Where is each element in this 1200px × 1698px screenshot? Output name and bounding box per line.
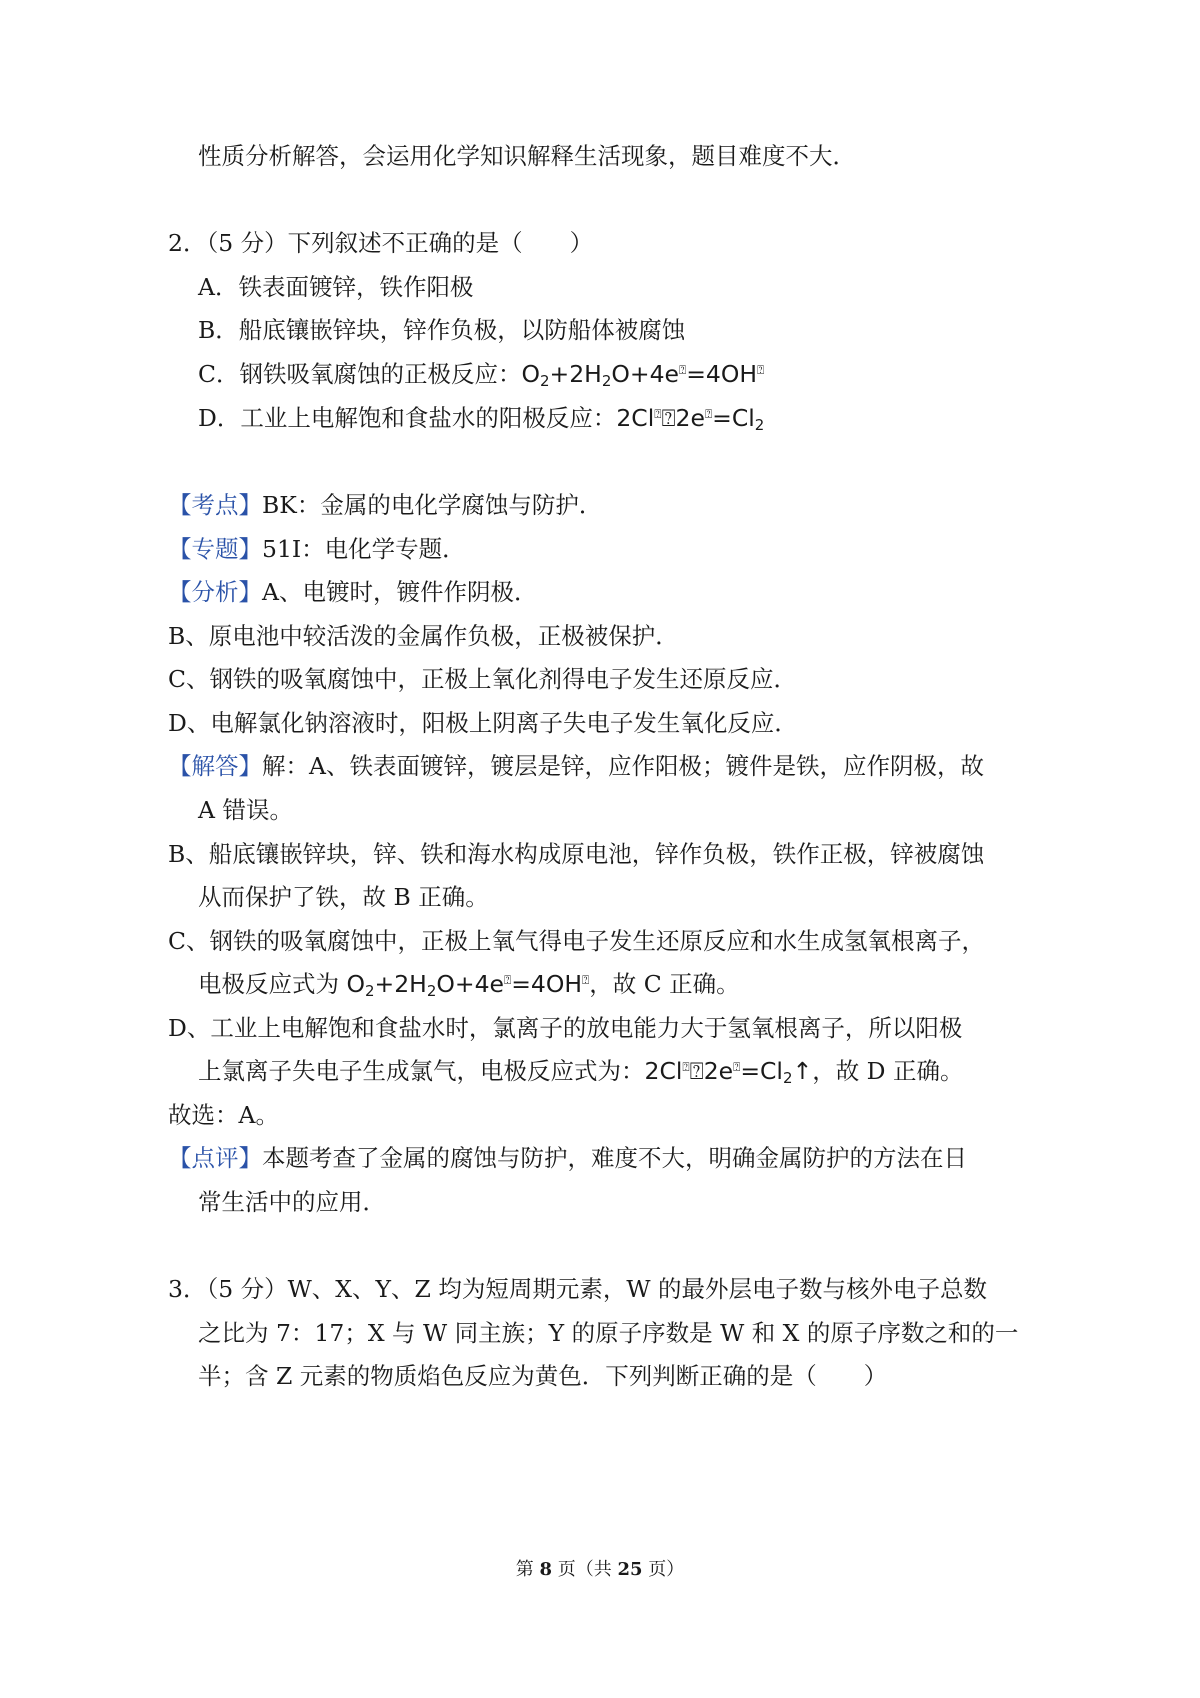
q2-option-c-equation: $O_2+2H_2O+4e^⍰=4OH^⍰$ <box>521 360 765 390</box>
q2-option-d-equation: $2Cl^⍰⍰2e^⍰=Cl_2$ <box>616 404 765 434</box>
analysis-b: B、原电池中较活泼的金属作负极，正极被保护． <box>168 622 679 650</box>
footer-pre: 第 <box>515 1559 540 1580</box>
page-footer <box>0 1558 1200 1582</box>
fenxi-tag: 【分析】 <box>168 578 262 606</box>
dianping-tag: 【点评】 <box>168 1144 262 1172</box>
jieda-tag: 【解答】 <box>168 752 262 780</box>
q3-line-2: 之比为 7：17；X 与 W 同主族；Y 的原子序数是 W 和 X 的原子序数之和的一 <box>198 1319 1019 1347</box>
q3-line-3: 半；含 Z 元素的物质焰色反应为黄色．下列判断正确的是（ ） <box>198 1362 888 1390</box>
zhuanti-text: 51I：电化学专题． <box>262 535 466 563</box>
zhuanti-line <box>168 533 466 565</box>
q2-option-c-label: C．钢铁吸氧腐蚀的正极反应： <box>198 360 522 388</box>
solution-answer: 故选：A。 <box>168 1101 279 1129</box>
kaodian-tag: 【考点】 <box>168 491 262 519</box>
solution-d-1: D、工业上电解饱和食盐水时，氯离子的放电能力大于氢氧根离子，所以阳极 <box>168 1014 963 1042</box>
footer-post: 页） <box>642 1559 685 1580</box>
q2-option-c <box>198 358 764 390</box>
review-line-1: 本题考查了金属的腐蚀与防护，难度不大，明确金属防护的方法在日 <box>262 1144 967 1172</box>
kaodian-line <box>168 489 602 521</box>
solution-c-2-suffix: ，故 C 正确。 <box>589 970 740 998</box>
fenxi-line <box>168 576 537 608</box>
jieda-line <box>168 750 984 782</box>
footer-mid: 页（共 <box>552 1559 618 1580</box>
footer-page-number: 8 <box>539 1559 552 1580</box>
footer-total-pages: 25 <box>617 1559 643 1580</box>
solution-c-2 <box>198 968 740 1000</box>
solution-d-2-suffix: ，故 D 正确。 <box>812 1057 964 1085</box>
solution-b-2: 从而保护了铁，故 B 正确。 <box>198 883 489 911</box>
solution-c-2-prefix: 电极反应式为 <box>198 970 347 998</box>
solution-c-equation: $O_2+2H_2O+4e^⍰=4OH^⍰$ <box>346 970 590 1000</box>
zhuanti-tag: 【专题】 <box>168 535 262 563</box>
analysis-c: C、钢铁的吸氧腐蚀中，正极上氧化剂得电子发生还原反应． <box>168 665 797 693</box>
analysis-a: A、电镀时，镀件作阴极． <box>262 578 538 606</box>
q2-stem: 2．（5 分）下列叙述不正确的是（ ） <box>168 229 594 257</box>
solution-b-1: B、船底镶嵌锌块，锌、铁和海水构成原电池，锌作负极，铁作正极，锌被腐蚀 <box>168 840 985 868</box>
solution-a-1: 解：A、铁表面镀锌，镀层是锌，应作阳极；镀件是铁，应作阴极，故 <box>262 752 984 780</box>
review-line-2: 常生活中的应用． <box>198 1188 386 1216</box>
q2-option-b: B．船底镶嵌锌块，锌作负极，以防船体被腐蚀 <box>198 316 686 344</box>
analysis-d: D、电解氯化钠溶液时，阳极上阴离子失电子发生氧化反应． <box>168 709 798 737</box>
dianping-line <box>168 1142 967 1174</box>
solution-d-equation: $2Cl^⍰⍰2e^⍰=Cl_2↑$ <box>644 1057 813 1087</box>
solution-d-2-prefix: 上氯离子失电子生成氯气，电极反应式为： <box>198 1057 645 1085</box>
solution-c-1: C、钢铁的吸氧腐蚀中，正极上氧气得电子发生还原反应和水生成氢氧根离子， <box>168 927 985 955</box>
kaodian-text: BK：金属的电化学腐蚀与防护． <box>262 491 603 519</box>
solution-d-2 <box>198 1055 963 1087</box>
q3-line-1: 3．（5 分）W、X、Y、Z 均为短周期元素，W 的最外层电子数与核外电子总数 <box>168 1275 987 1303</box>
solution-a-2: A 错误。 <box>198 796 293 824</box>
intro-tail: 性质分析解答，会运用化学知识解释生活现象，题目难度不大． <box>198 142 856 170</box>
q2-option-a: A．铁表面镀锌，铁作阳极 <box>198 273 474 301</box>
q2-option-d <box>198 402 764 434</box>
q2-option-d-label: D．工业上电解饱和食盐水的阳极反应： <box>198 404 617 432</box>
